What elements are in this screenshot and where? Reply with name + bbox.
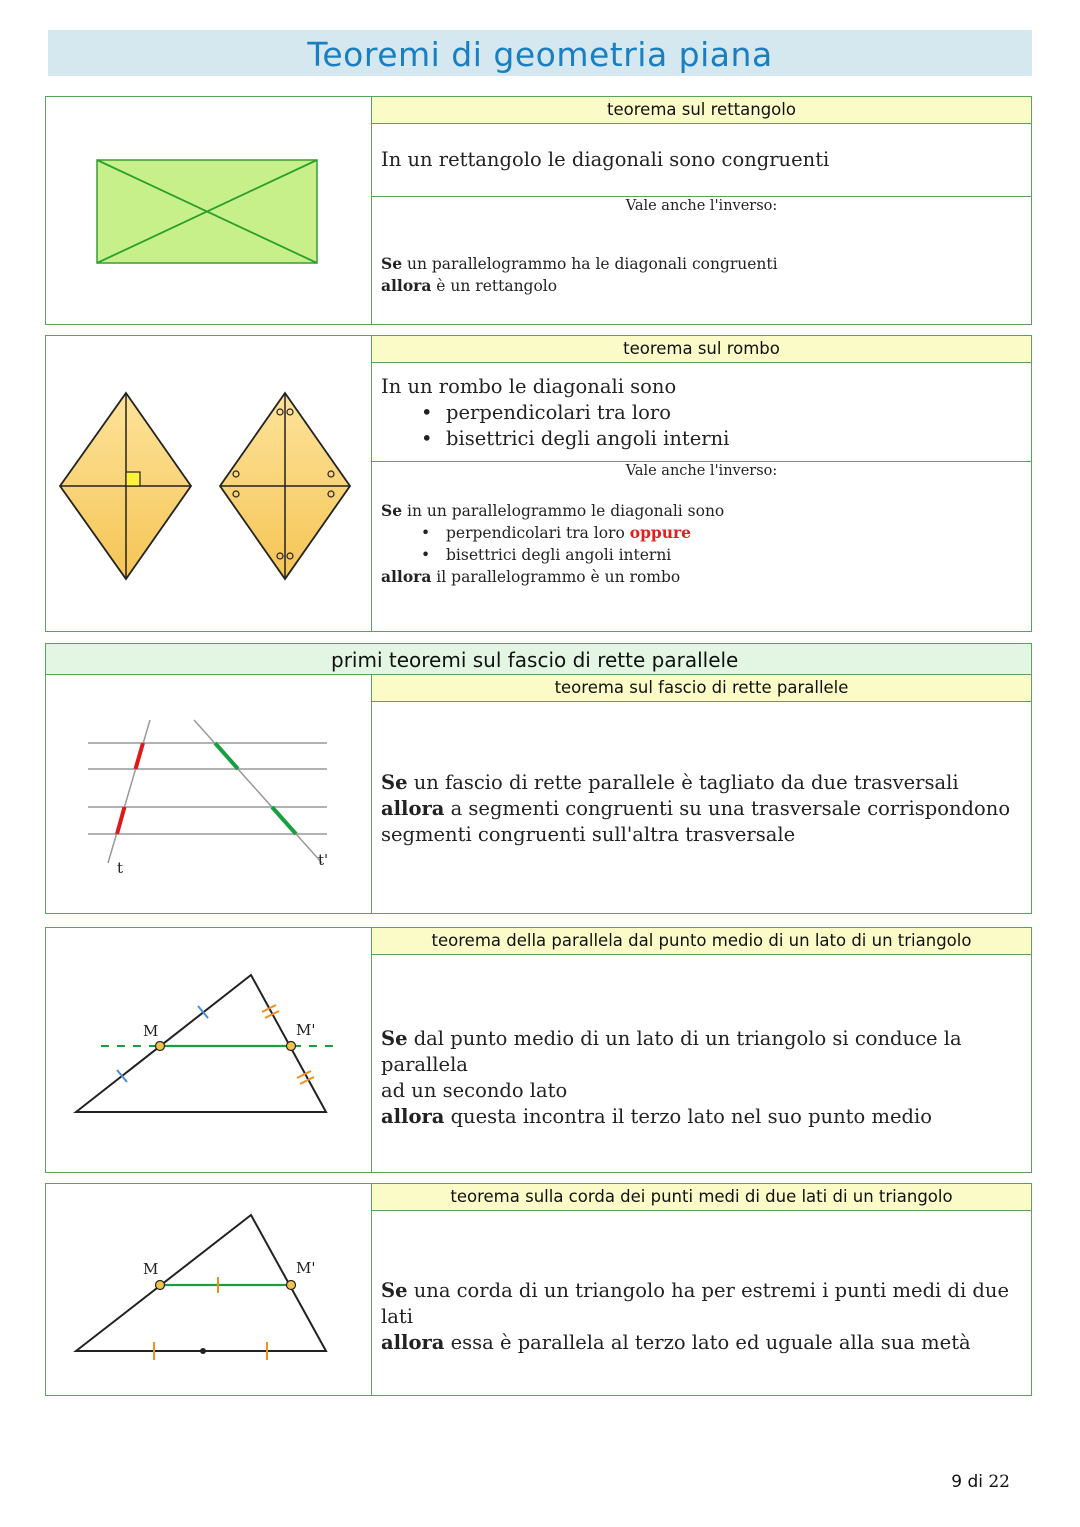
label-m: M <box>143 1022 159 1040</box>
rettangolo-statement: In un rettangolo le diagonali sono congruenti <box>381 148 830 171</box>
se-keyword: Se <box>381 501 403 520</box>
segment-t-1 <box>136 743 144 769</box>
theorem-rombo <box>45 335 1032 632</box>
theorem-rettangolo <box>45 96 1032 325</box>
rombo-inverse-label: Vale anche l'inverso: <box>625 463 778 479</box>
allora-keyword: allora <box>381 1331 445 1354</box>
chord-triangle-figure <box>46 1184 372 1395</box>
rhombus-figure <box>46 336 372 631</box>
tick-blue-2 <box>117 1070 127 1082</box>
label-t: t <box>117 859 124 877</box>
parallel-lines-figure <box>46 675 372 913</box>
midpoint-triangle-diagram <box>46 928 371 1171</box>
point-m <box>156 1042 165 1051</box>
point-m <box>156 1281 165 1290</box>
chord-triangle-diagram <box>46 1184 371 1394</box>
label-m: M <box>143 1260 159 1278</box>
theorem-fascio <box>45 674 1032 914</box>
rettangolo-text <box>371 97 1031 324</box>
rombo-text <box>371 336 1031 631</box>
title-bar <box>48 30 1032 76</box>
punto-medio-header: teorema della parallela dal punto medio di un lato di un triangolo <box>372 928 1031 955</box>
fascio-statement <box>381 770 1021 848</box>
theorem-corda <box>45 1183 1032 1396</box>
punto-medio-line-1: dal punto medio di un lato di un triangolo si conduce la parallela <box>381 1027 962 1076</box>
corda-header: teorema sulla corda dei punti medi di due lati di un triangolo <box>372 1184 1031 1211</box>
fascio-header: teorema sul fascio di rette parallele <box>372 675 1031 702</box>
rombo-bullet-2: • bisettrici degli angoli interni <box>381 426 981 452</box>
rectangle-figure <box>46 97 372 324</box>
fascio-section-title: primi teoremi sul fascio di rette parallele <box>331 648 739 672</box>
point-m-prime <box>287 1281 296 1290</box>
punto-medio-text <box>371 928 1031 1172</box>
oppure-keyword: oppure <box>629 523 692 542</box>
rectangle-diagram <box>46 97 371 323</box>
segment-tp-2 <box>272 807 296 834</box>
rhombus-diagram <box>46 336 371 630</box>
transversal-t-prime <box>194 720 322 863</box>
allora-keyword: allora <box>381 276 432 295</box>
segment-t-2 <box>117 807 125 834</box>
rombo-statement-intro: In un rombo le diagonali sono <box>381 375 677 398</box>
rettangolo-inverse <box>381 253 778 297</box>
page-title: Teoremi di geometria piana <box>307 35 773 74</box>
corda-text <box>371 1184 1031 1395</box>
punto-medio-line-3: questa incontra il terzo lato nel suo punto medio <box>444 1105 932 1128</box>
parallel-lines <box>88 743 327 834</box>
se-keyword: Se <box>381 771 408 794</box>
rettangolo-statement-section <box>372 124 1031 197</box>
inverse-bullet-2: • bisettrici degli angoli interni <box>381 544 981 566</box>
transversal-t <box>108 720 150 863</box>
fascio-section-band <box>45 643 1032 675</box>
allora-keyword: allora <box>381 1105 445 1128</box>
rombo-statement-section <box>372 363 1031 462</box>
base-midpoint <box>200 1348 206 1354</box>
midpoint-triangle-figure <box>46 928 372 1172</box>
inverse-bullet-1 <box>381 522 981 544</box>
page-number <box>951 1472 1010 1492</box>
page-current: 9 <box>951 1472 963 1492</box>
se-keyword: Se <box>381 1279 408 1302</box>
label-m-prime: M' <box>296 1259 316 1277</box>
segment-tp-1 <box>215 743 238 769</box>
inverse-line-1: in un parallelogrammo le diagonali sono <box>402 502 725 520</box>
inverse-bullet-1-text: perpendicolari tra loro <box>446 524 630 542</box>
punto-medio-statement <box>381 1026 1021 1130</box>
fascio-line-3: segmenti congruenti sull'altra trasversale <box>381 823 796 846</box>
se-keyword: Se <box>381 254 403 273</box>
fascio-line-1: un fascio di rette parallele è tagliato da due trasversali <box>407 771 959 794</box>
allora-keyword: allora <box>381 797 445 820</box>
fascio-text <box>371 675 1031 913</box>
rombo-statement <box>381 374 981 452</box>
corda-statement <box>381 1278 1021 1356</box>
rettangolo-inverse-label: Vale anche l'inverso: <box>625 198 778 214</box>
corda-line-2: essa è parallela al terzo lato ed uguale alla sua metà <box>444 1331 971 1354</box>
label-t-prime: t' <box>318 851 329 869</box>
rombo-header: teorema sul rombo <box>372 336 1031 363</box>
inverse-line-1: un parallelogrammo ha le diagonali congruenti <box>402 255 778 273</box>
tick-orange-pair-2 <box>297 1071 314 1084</box>
allora-keyword: allora <box>381 567 432 586</box>
corda-line-1: una corda di un triangolo ha per estremi i punti medi di due lati <box>381 1279 1009 1328</box>
punto-medio-line-2: ad un secondo lato <box>381 1079 568 1102</box>
fascio-line-2: a segmenti congruenti su una trasversale corrispondono <box>444 797 1011 820</box>
right-angle-mark <box>126 472 140 486</box>
page-total: 22 <box>988 1472 1010 1492</box>
page-of: di <box>967 1472 983 1492</box>
rettangolo-header: teorema sul rettangolo <box>372 97 1031 124</box>
rombo-inverse <box>381 500 981 588</box>
theorem-punto-medio <box>45 927 1032 1173</box>
inverse-line-2: il parallelogrammo è un rombo <box>431 568 681 586</box>
inverse-line-2: è un rettangolo <box>431 277 558 295</box>
rombo-bullet-1: • perpendicolari tra loro <box>381 400 981 426</box>
se-keyword: Se <box>381 1027 408 1050</box>
point-m-prime <box>287 1042 296 1051</box>
label-m-prime: M' <box>296 1021 316 1039</box>
parallel-lines-diagram <box>46 675 371 912</box>
